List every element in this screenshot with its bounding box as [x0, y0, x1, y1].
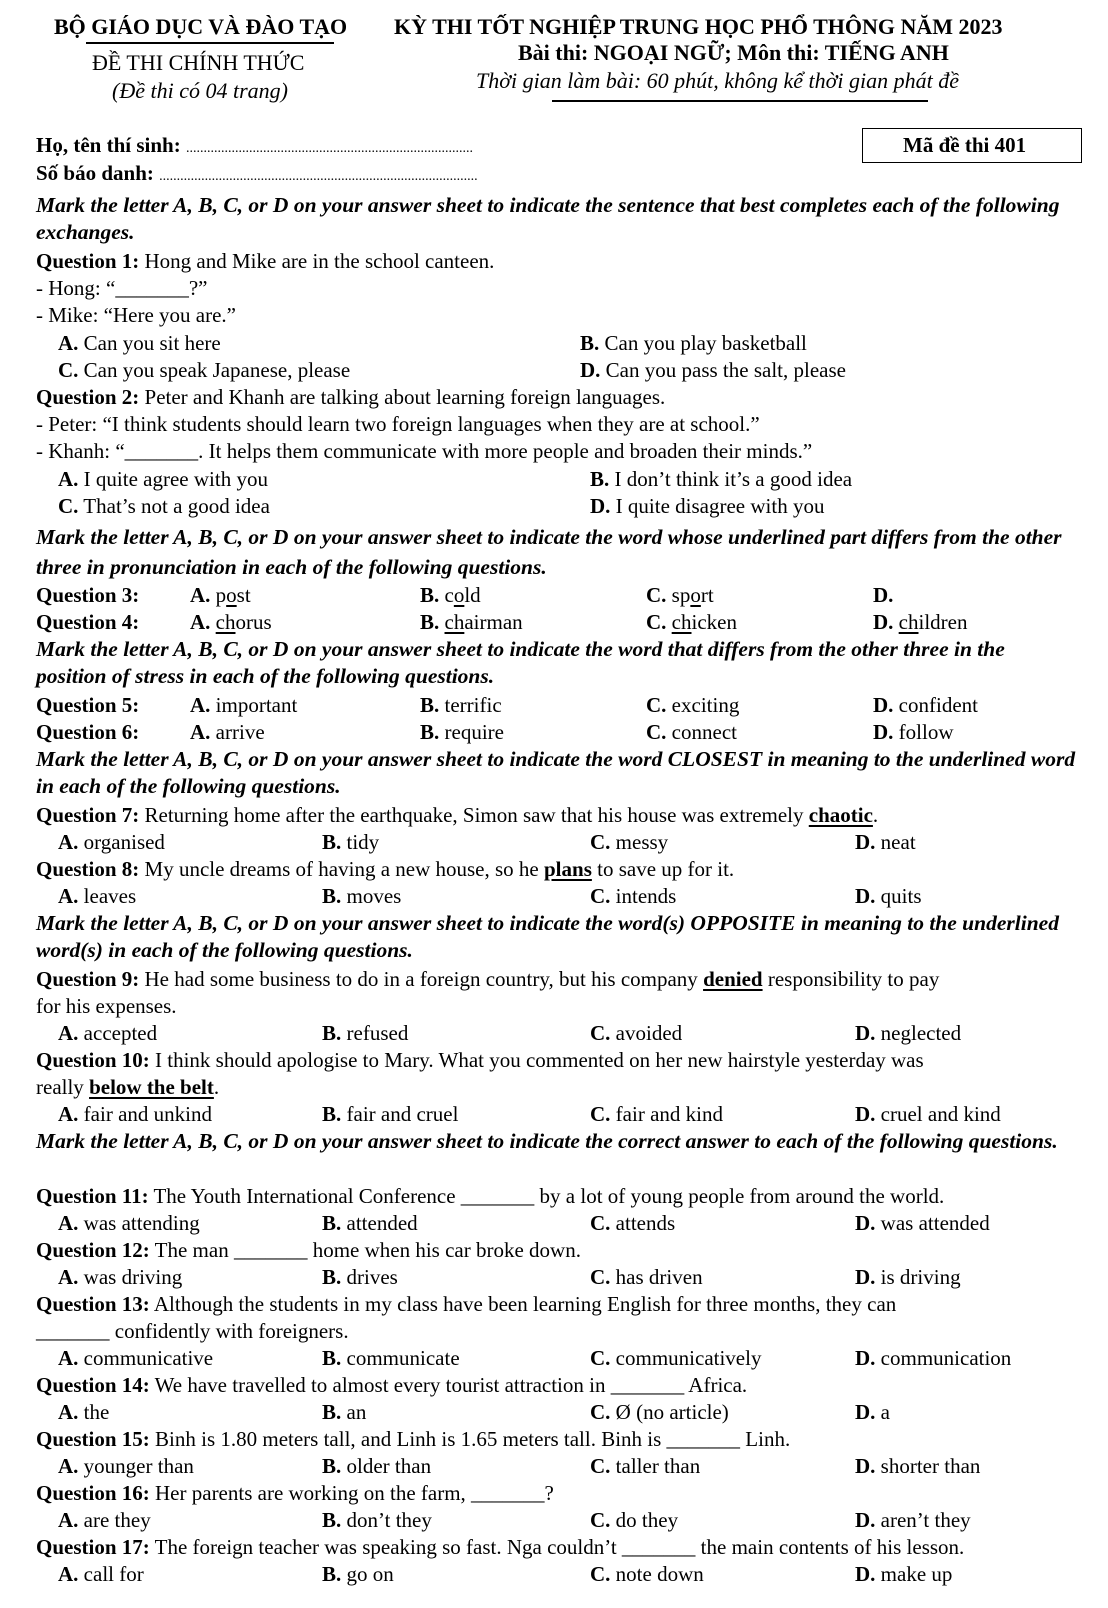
option-d[interactable]: D. children [873, 610, 968, 634]
underlined-word: below the belt [89, 1075, 214, 1099]
option-b[interactable]: B. chairman [420, 610, 523, 634]
option-c[interactable]: C. Can you speak Japanese, please [58, 358, 351, 382]
option-b[interactable]: B. terrific [420, 693, 502, 717]
option-d[interactable]: D. was attended [855, 1211, 990, 1235]
option-c[interactable]: C. fair and kind [590, 1102, 723, 1126]
question-13-cont: _______ confidently with foreigners. [36, 1319, 349, 1343]
option-d[interactable]: D. neat [855, 830, 916, 854]
instruction-closest: Mark the letter A, B, C, or D on your answer sheet to indicate the word CLOSEST in meaning to the underlined word in each of the following questions. [36, 747, 1076, 798]
option-d[interactable]: D. Can you pass the salt, please [580, 358, 846, 382]
option-a[interactable]: A. Can you sit here [58, 331, 221, 355]
exam-subject: Bài thi: NGOẠI NGỮ; Môn thi: TIẾNG ANH [518, 40, 949, 65]
candidate-name-label: Họ, tên thí sinh: [36, 133, 181, 157]
instruction-exchanges: Mark the letter A, B, C, or D on your answer sheet to indicate the sentence that best completes each of the following exchanges. [36, 193, 1060, 244]
option-c[interactable]: C. connect [646, 720, 737, 744]
option-a[interactable]: A. I quite agree with you [58, 467, 268, 491]
official-label: ĐỀ THI CHÍNH THỨC [92, 50, 305, 75]
option-d[interactable]: D. neglected [855, 1021, 962, 1045]
option-d[interactable]: D. I quite disagree with you [590, 494, 825, 518]
question-9-cont: for his expenses. [36, 994, 177, 1018]
option-b[interactable]: B. go on [322, 1562, 394, 1586]
question-10: Question 10: I think should apologise to Mary. What you commented on her new hairstyle yesterday was [36, 1048, 924, 1072]
option-a[interactable]: A. are they [58, 1508, 151, 1532]
candidate-name-field [36, 132, 473, 162]
ministry-name: BỘ GIÁO DỤC VÀ ĐÀO TẠO [54, 14, 348, 39]
option-a[interactable]: A. communicative [58, 1346, 214, 1370]
option-b[interactable]: B. communicate [322, 1346, 460, 1370]
option-c[interactable]: C. chicken [646, 610, 737, 634]
option-d[interactable]: D. a [855, 1400, 890, 1424]
option-c[interactable]: C. note down [590, 1562, 704, 1586]
id-dots: ........................................................................................... [159, 169, 478, 184]
exam-code-box [862, 128, 1082, 163]
option-b[interactable]: B. require [420, 720, 504, 744]
question-8: Question 8: My uncle dreams of having a new house, so he plans to save up for it. [36, 857, 735, 881]
option-b[interactable]: B. refused [322, 1021, 409, 1045]
option-c[interactable]: C. exciting [646, 693, 740, 717]
option-a[interactable]: A. organised [58, 830, 165, 854]
question-4-label: Question 4: [36, 610, 140, 634]
option-b[interactable]: B. don’t they [322, 1508, 432, 1532]
option-c[interactable]: C. attends [590, 1211, 676, 1235]
underlined-word: chaotic [808, 803, 873, 827]
option-c[interactable]: C. messy [590, 830, 669, 854]
underlined-word: plans [544, 857, 592, 881]
option-c[interactable]: C. avoided [590, 1021, 683, 1045]
question-label: Question 1: [36, 249, 140, 273]
option-a[interactable]: A. the [58, 1400, 110, 1424]
option-b[interactable]: B. I don’t think it’s a good idea [590, 467, 853, 491]
divider [552, 100, 928, 102]
exam-code: Mã đề thi 401 [903, 133, 1027, 157]
option-a[interactable]: A. fair and unkind [58, 1102, 212, 1126]
instruction-pronunciation: Mark the letter A, B, C, or D on your answer sheet to indicate the word whose underlined part differs from the other three in pronunciation in each of the following questions. [36, 525, 1062, 579]
question-11: Question 11: The Youth International Conference _______ by a lot of young people from around the world. [36, 1184, 945, 1208]
option-b[interactable]: B. attended [322, 1211, 418, 1235]
question-16: Question 16: Her parents are working on the farm, _______? [36, 1481, 554, 1505]
option-b[interactable]: B. older than [322, 1454, 432, 1478]
option-b[interactable]: B. an [322, 1400, 367, 1424]
option-a[interactable]: A. post [190, 583, 251, 607]
underlined-word: denied [703, 967, 763, 991]
question-15: Question 15: Binh is 1.80 meters tall, and Linh is 1.65 meters tall. Binh is _______ Linh. [36, 1427, 791, 1451]
page-count: (Đề thi có 04 trang) [112, 78, 288, 103]
option-d[interactable]: D. quits [855, 884, 922, 908]
question-1 [36, 248, 494, 275]
question-label: Question 2: [36, 385, 140, 409]
option-a[interactable]: A. leaves [58, 884, 137, 908]
option-d[interactable]: D. follow [873, 720, 954, 744]
option-d[interactable]: D. cruel and kind [855, 1102, 1001, 1126]
instruction-correct: Mark the letter A, B, C, or D on your answer sheet to indicate the correct answer to each of the following questions. [36, 1129, 1058, 1153]
option-c[interactable]: C. That’s not a good idea [58, 494, 270, 518]
question-13: Question 13: Although the students in my class have been learning English for three months, they can [36, 1292, 897, 1316]
option-a[interactable]: A. chorus [190, 610, 272, 634]
question-14: Question 14: We have travelled to almost every tourist attraction in _______ Africa. [36, 1373, 748, 1397]
question-17: Question 17: The foreign teacher was speaking so fast. Nga couldn’t _______ the main contents of his lesson. [36, 1535, 965, 1559]
option-d[interactable]: D. [873, 583, 894, 607]
option-c[interactable]: C. intends [590, 884, 677, 908]
dialogue-line: - Mike: “Here you are.” [36, 303, 236, 327]
question-stem: Peter and Khanh are talking about learning foreign languages. [139, 385, 666, 409]
name-dots: .................................................................................. [185, 141, 473, 156]
question-12: Question 12: The man _______ home when his car broke down. [36, 1238, 581, 1262]
question-10-cont: really below the belt. [36, 1075, 220, 1099]
option-c[interactable]: C. Ø (no article) [590, 1400, 729, 1424]
option-b[interactable]: B. fair and cruel [322, 1102, 459, 1126]
option-d[interactable]: D. confident [873, 693, 978, 717]
dialogue-line: - Khanh: “_______. It helps them communicate with more people and broaden their minds.” [36, 439, 813, 463]
option-b[interactable]: B. drives [322, 1265, 398, 1289]
option-c[interactable]: C. communicatively [590, 1346, 762, 1370]
option-a[interactable]: A. important [190, 693, 298, 717]
option-b[interactable]: B. Can you play basketball [580, 331, 807, 355]
option-d[interactable]: D. shorter than [855, 1454, 981, 1478]
exam-title: KỲ THI TỐT NGHIỆP TRUNG HỌC PHỔ THÔNG NĂM 2023 [394, 14, 1003, 39]
option-a[interactable]: A. was driving [58, 1265, 183, 1289]
option-c[interactable]: C. taller than [590, 1454, 701, 1478]
option-d[interactable]: D. communication [855, 1346, 1012, 1370]
divider [86, 42, 334, 44]
question-6-label: Question 6: [36, 720, 140, 744]
option-d[interactable]: D. is driving [855, 1265, 961, 1289]
option-c[interactable]: C. do they [590, 1508, 679, 1532]
dialogue-line: - Hong: “_______?” [36, 276, 208, 300]
instruction-stress: Mark the letter A, B, C, or D on your answer sheet to indicate the word that differs from the other three in the position of stress in each of the following questions. [36, 637, 1005, 688]
option-c[interactable]: C. sport [646, 583, 714, 607]
option-a[interactable]: A. call for [58, 1562, 144, 1586]
option-b[interactable]: B. cold [420, 583, 481, 607]
question-9: Question 9: He had some business to do in a foreign country, but his company denied responsibility to pay [36, 967, 940, 991]
option-a[interactable]: A. accepted [58, 1021, 158, 1045]
question-5-label: Question 5: [36, 693, 140, 717]
option-d[interactable]: D. make up [855, 1562, 953, 1586]
option-b[interactable]: B. moves [322, 884, 402, 908]
question-7: Question 7: Returning home after the earthquake, Simon saw that his house was extremely chaotic. [36, 803, 879, 827]
question-stem: Hong and Mike are in the school canteen. [139, 249, 495, 273]
option-a[interactable]: A. arrive [190, 720, 265, 744]
candidate-id-label: Số báo danh: [36, 161, 154, 185]
dialogue-line: - Peter: “I think students should learn two foreign languages when they are at school.” [36, 412, 760, 436]
candidate-id-field [36, 160, 478, 190]
question-2 [36, 384, 665, 411]
instruction-opposite: Mark the letter A, B, C, or D on your answer sheet to indicate the word(s) OPPOSITE in meaning to the underlined word(s) in each of the following questions. [36, 911, 1059, 962]
option-a[interactable]: A. younger than [58, 1454, 194, 1478]
question-3-label: Question 3: [36, 583, 140, 607]
option-b[interactable]: B. tidy [322, 830, 380, 854]
option-c[interactable]: C. has driven [590, 1265, 703, 1289]
option-a[interactable]: A. was attending [58, 1211, 200, 1235]
option-d[interactable]: D. aren’t they [855, 1508, 971, 1532]
exam-time: Thời gian làm bài: 60 phút, không kể thời gian phát đề [476, 68, 960, 93]
